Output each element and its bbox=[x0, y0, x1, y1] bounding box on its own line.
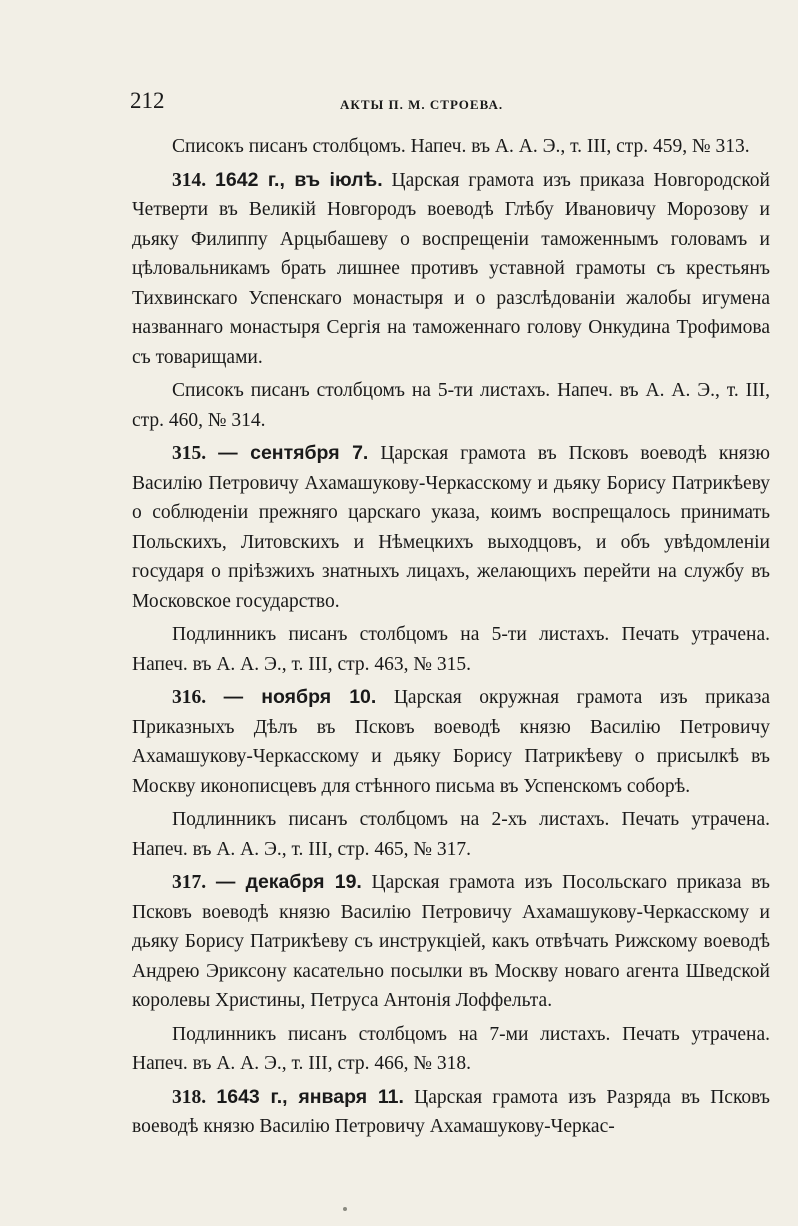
entry-315 bbox=[132, 439, 770, 616]
entry-date: — декабря 19. bbox=[215, 871, 362, 893]
entry-date: — сентября 7. bbox=[218, 442, 369, 464]
entry-number: 314. bbox=[172, 169, 207, 191]
running-head: АКТЫ П. М. СТРОЕВА. bbox=[340, 97, 504, 112]
entry-number: 315. bbox=[172, 443, 207, 464]
entry-text: Царская окружная грамота изъ приказа Приказныхъ Дѣлъ въ Псковъ воеводѣ князю Василію Петровичу Ахамашукову-Черкасскому и дьяку Борису Патрикѣеву о присылкѣ въ Москву иконописцевъ для стѣнного письма въ Успенскомъ соборѣ. bbox=[132, 687, 770, 797]
page-speck bbox=[343, 1207, 347, 1211]
entry-316 bbox=[132, 683, 770, 801]
main-text bbox=[132, 132, 770, 1142]
paragraph-note: Списокъ писанъ столбцомъ на 5-ти листахъ. Напеч. въ А. А. Э., т. III, стр. 460, № 314. bbox=[132, 380, 770, 431]
entry-314 bbox=[132, 166, 770, 373]
paragraph-note: Подлинникъ писанъ столбцомъ на 5-ти листахъ. Печать утрачена. Напеч. въ А. А. Э., т. III, стр. 463, № 315. bbox=[132, 624, 770, 675]
entry-number: 317. bbox=[172, 872, 207, 893]
entry-number: 316. bbox=[172, 687, 207, 708]
entry-date: — ноября 10. bbox=[223, 686, 377, 708]
entry-text: Царская грамота изъ Посольскаго приказа въ Псковъ воеводѣ князю Василію Петровичу Ахамашукову-Черкасскому и дьяку Борису Патрикѣеву съ инструкціей, какъ отвѣчать Рижскому воеводѣ Андрею Эриксону касательно посылки въ Москву новаго агента Шведской королевы Христины, Петруса Антонія Лоффельта. bbox=[132, 872, 770, 1011]
paragraph-note: Подлинникъ писанъ столбцомъ на 2-хъ листахъ. Печать утрачена. Напеч. въ А. А. Э., т. III, стр. 465, № 317. bbox=[132, 809, 770, 860]
page-header bbox=[130, 88, 770, 118]
entry-317 bbox=[132, 868, 770, 1016]
paragraph-note: Списокъ писанъ столбцомъ. Напеч. въ А. А. Э., т. III, стр. 459, № 313. bbox=[172, 136, 750, 157]
entry-text: Царская грамота изъ приказа Новгородской Четверти въ Великій Новгородъ воеводѣ Глѣбу Ивановичу Морозову и дьяку Филиппу Арцыбашеву о воспрещеніи таможеннымъ головамъ и цѣловальникамъ брать лишнее противъ уставной грамоты съ крестьянъ Тихвинскаго Успенскаго монастыря и о разслѣдованіи жалобы игумена названнаго монастыря Сергія на таможеннаго голову Онкудина Трофимова съ товарищами. bbox=[132, 169, 770, 368]
entry-text: Царская грамота въ Псковъ воеводѣ князю Василію Петровичу Ахамашукову-Черкасскому и дьяку Борису Патрикѣеву о соблюденіи прежняго царскаго указа, коимъ воспрещалось принимать Польскихъ, Литовскихъ и Нѣмецкихъ выходцовъ, и объ увѣдомленіи государя о пріѣзжихъ знатныхъ лицахъ, желающихъ перейти на службу въ Московское государство. bbox=[132, 443, 770, 612]
page-number: 212 bbox=[130, 88, 165, 113]
entry-date: 1642 г., въ іюлѣ. bbox=[215, 168, 383, 191]
entry-text: Царская грамота изъ Разряда въ Псковъ воеводѣ князю Василію Петровичу Ахамашукову-Черкас- bbox=[132, 1086, 770, 1137]
entry-318 bbox=[132, 1083, 770, 1142]
entry-number: 318. bbox=[172, 1086, 207, 1108]
paragraph-note: Подлинникъ писанъ столбцомъ на 7-ми листахъ. Печать утрачена. Напеч. въ А. А. Э., т. III, стр. 466, № 318. bbox=[132, 1023, 770, 1074]
entry-date: 1643 г., января 11. bbox=[216, 1085, 404, 1108]
